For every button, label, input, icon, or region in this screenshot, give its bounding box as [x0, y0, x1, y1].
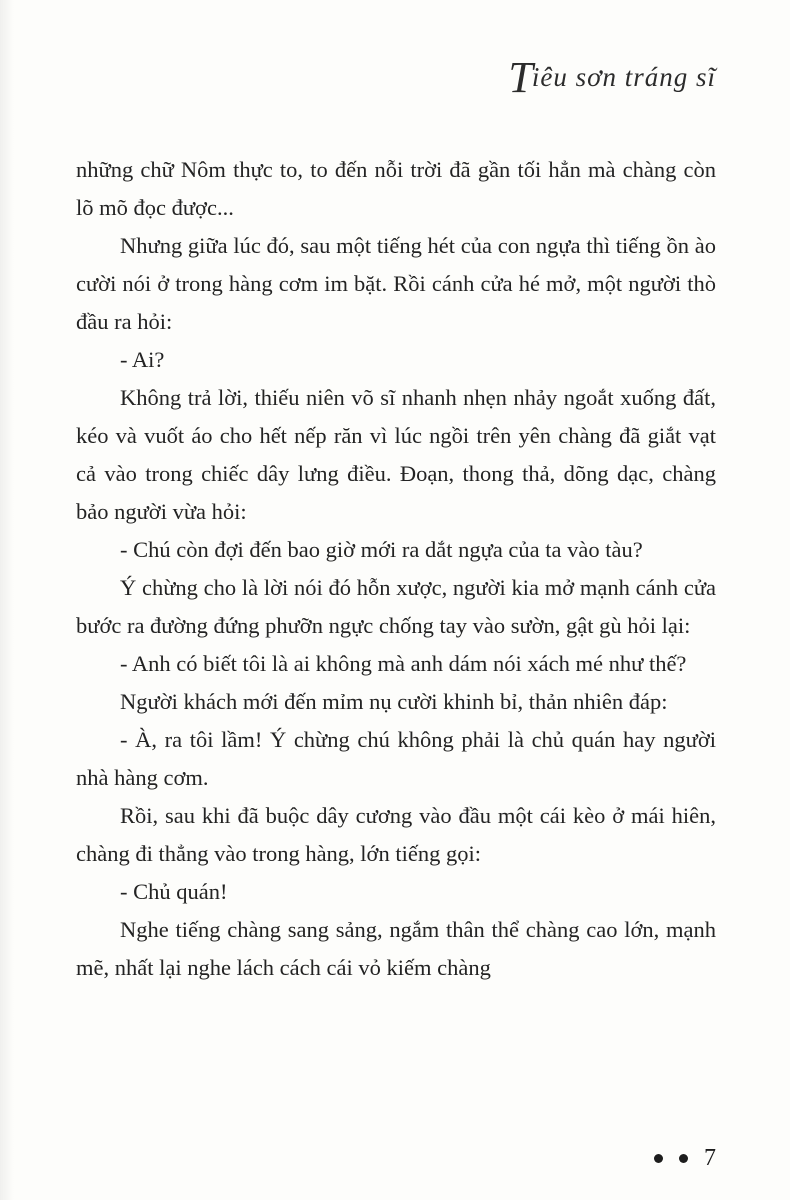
dialogue-line: - Anh có biết tôi là ai không mà anh dám nói xách mé như thế? — [120, 651, 687, 676]
page-footer — [654, 1146, 716, 1170]
page-number: 7 — [704, 1145, 716, 1171]
dialogue-line: - Chủ quán! — [120, 879, 228, 904]
paragraph: Ý chừng cho là lời nói đó hỗn xược, người kia mở mạnh cánh cửa bước ra đường đứng phưỡn ngực chống tay vào sườn, gật gù hỏi lại: — [76, 575, 716, 638]
paragraph: Rồi, sau khi đã buộc dây cương vào đầu một cái kèo ở mái hiên, chàng đi thẳng vào trong hàng, lớn tiếng gọi: — [76, 803, 716, 866]
running-header-title — [508, 53, 716, 102]
paragraph: Nghe tiếng chàng sang sảng, ngắm thân thể chàng cao lớn, mạnh mẽ, nhất lại nghe lách cách cái vỏ kiếm chàng — [76, 917, 716, 980]
dialogue-line: - Chú còn đợi đến bao giờ mới ra dắt ngựa của ta vào tàu? — [120, 537, 643, 562]
paragraph: Người khách mới đến mỉm nụ cười khinh bỉ, thản nhiên đáp: — [120, 689, 668, 714]
header-swash-initial: T — [508, 53, 534, 102]
bullet-icon — [654, 1154, 663, 1163]
dialogue-line: - À, ra tôi lầm! Ý chừng chú không phải là chủ quán hay người nhà hàng cơm. — [76, 727, 716, 790]
bullet-icon — [679, 1154, 688, 1163]
paragraph: những chữ Nôm thực to, to đến nỗi trời đã gần tối hẳn mà chàng còn lõ mõ đọc được... — [76, 157, 716, 220]
paragraph: Nhưng giữa lúc đó, sau một tiếng hét của con ngựa thì tiếng ồn ào cười nói ở trong hàng cơm im bặt. Rồi cánh cửa hé mở, một người thò đầu ra hỏi: — [76, 233, 716, 334]
paragraph: Không trả lời, thiếu niên võ sĩ nhanh nhẹn nhảy ngoắt xuống đất, kéo và vuốt áo cho hết nếp răn vì lúc ngồi trên yên chàng đã giắt vạt cả vào trong chiếc dây lưng điều. Đoạn, thong thả, dõng dạc, chàng bảo người vừa hỏi: — [76, 385, 716, 524]
dialogue-line: - Ai? — [120, 347, 165, 372]
header-title-text: iêu sơn tráng sĩ — [531, 62, 716, 92]
page-body-text — [76, 151, 716, 987]
